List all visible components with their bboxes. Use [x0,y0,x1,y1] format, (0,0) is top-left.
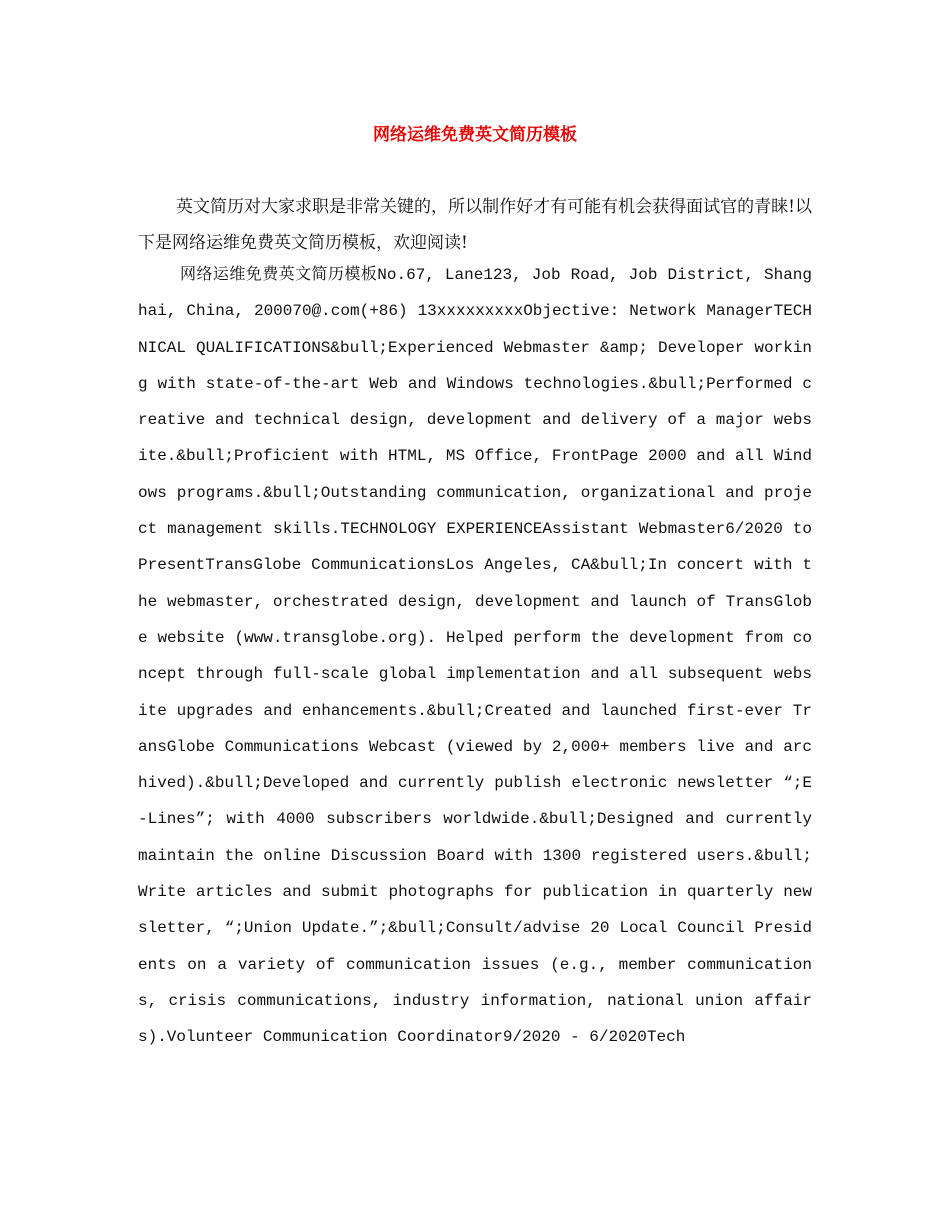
resume-body-paragraph: 网络运维免费英文简历模板No.67, Lane123, Job Road, Job District, Shanghai, China, 200070@.com(+86) 13xxxxxxxxxObjective: Network ManagerTECHNICAL QUALIFICATIONS&bull;Experienced Webmaster &amp; Developer working with state-of-the-art Web and Windows technologies.&bull;Performed creative and technical design, development and delivery of a major website.&bull;Proficient with HTML, MS Office, FrontPage 2000 and all Windows programs.&bull;Outstanding communication, organizational and project management skills.TECHNOLOGY EXPERIENCEAssistant Webmaster6/2020 to PresentTransGlobe CommunicationsLos Angeles, CA&bull;In concert with the webmaster, orchestrated design, development and launch of TransGlobe website (www.transglobe.org). Helped perform the development from concept through full-scale global implementation and all subsequent website upgrades and enhancements.&bull;Created and launched first-ever TransGlobe Communications Webcast (viewed by 2,000+ members live and archived).&bull;Developed and currently publish electronic newsletter “;E-Lines”; with 4000 subscribers worldwide.&bull;Designed and currently maintain the online Discussion Board with 1300 registered users.&bull;Write articles and submit photographs for publication in quarterly newsletter, “;Union Update.”;&bull;Consult/advise 20 Local Council Presidents on a variety of communication issues (e.g., member communications, crisis communications, industry information, national union affairs).Volunteer Communication Coordinator9/2020 - 6/2020Tech [138,266,812,1047]
intro-paragraph: 英文简历对大家求职是非常关键的，所以制作好才有可能有机会获得面试官的青睐!以下是网络运维免费英文简历模板，欢迎阅读! [138,197,812,253]
document-title: 网络运维免费英文简历模板 [373,125,577,145]
